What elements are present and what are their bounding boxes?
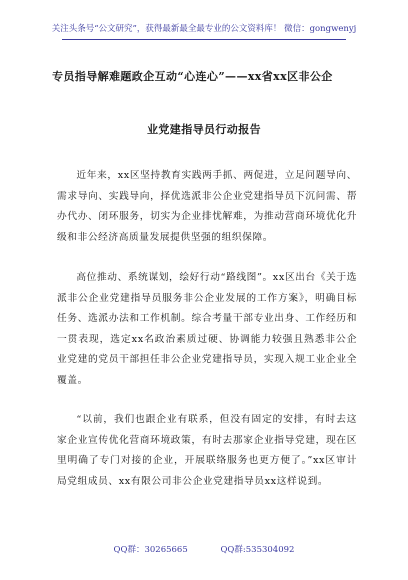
header-divider bbox=[62, 39, 346, 40]
document-title-line-1: 专员指导解难题政企互动“心连心”——xx省xx区非公企 bbox=[52, 70, 333, 83]
body-paragraph-2: 高位推动、系统谋划，绘好行动“路线图”。xx区出台《关于选派非公企业党建指导员服务非公企业发展的工作方案》，明确目标任务、选派办法和工作机制。综合考量干部专业出身、工作经历和一贯表现，选定xx名政治素质过硬、协调能力较强且熟悉非公企业党建的党员干部担任非公企业党建指导员，实现入规工业企业全覆盖。 bbox=[57, 272, 357, 386]
header-banner: 关注头条号“公文研究”，获得最新最全最专业的公文资料库！ 微信：gongwenyj bbox=[51, 24, 357, 34]
document-title-line-2: 业党建指导员行动报告 bbox=[147, 123, 261, 136]
body-paragraph-3: “以前，我们也跟企业有联系，但没有固定的安排，有时去这家企业宣传优化营商环境政策，有时去那家企业指导党建，现在区里明确了专门对接的企业，开展联络服务也更方便了。”xx区审计局党组成员、xx有限公司非公企业党建指导员xx这样说到。 bbox=[57, 414, 357, 487]
body-paragraph-1: 近年来，xx区坚持教育实践两手抓、两促进，立足问题导向、需求导向、实践导向，择优选派非公企业党建指导员下沉问需、帮办代办、闭环服务，切实为企业排忧解难，为推动营商环境优化升级和非公经济高质量发展提供坚强的组织保障。 bbox=[57, 170, 357, 243]
footer-qq-group-2: QQ群:535304092 bbox=[220, 545, 295, 555]
footer-qq-group-1: QQ群：30265665 bbox=[113, 545, 188, 555]
footer-contacts bbox=[0, 543, 408, 555]
